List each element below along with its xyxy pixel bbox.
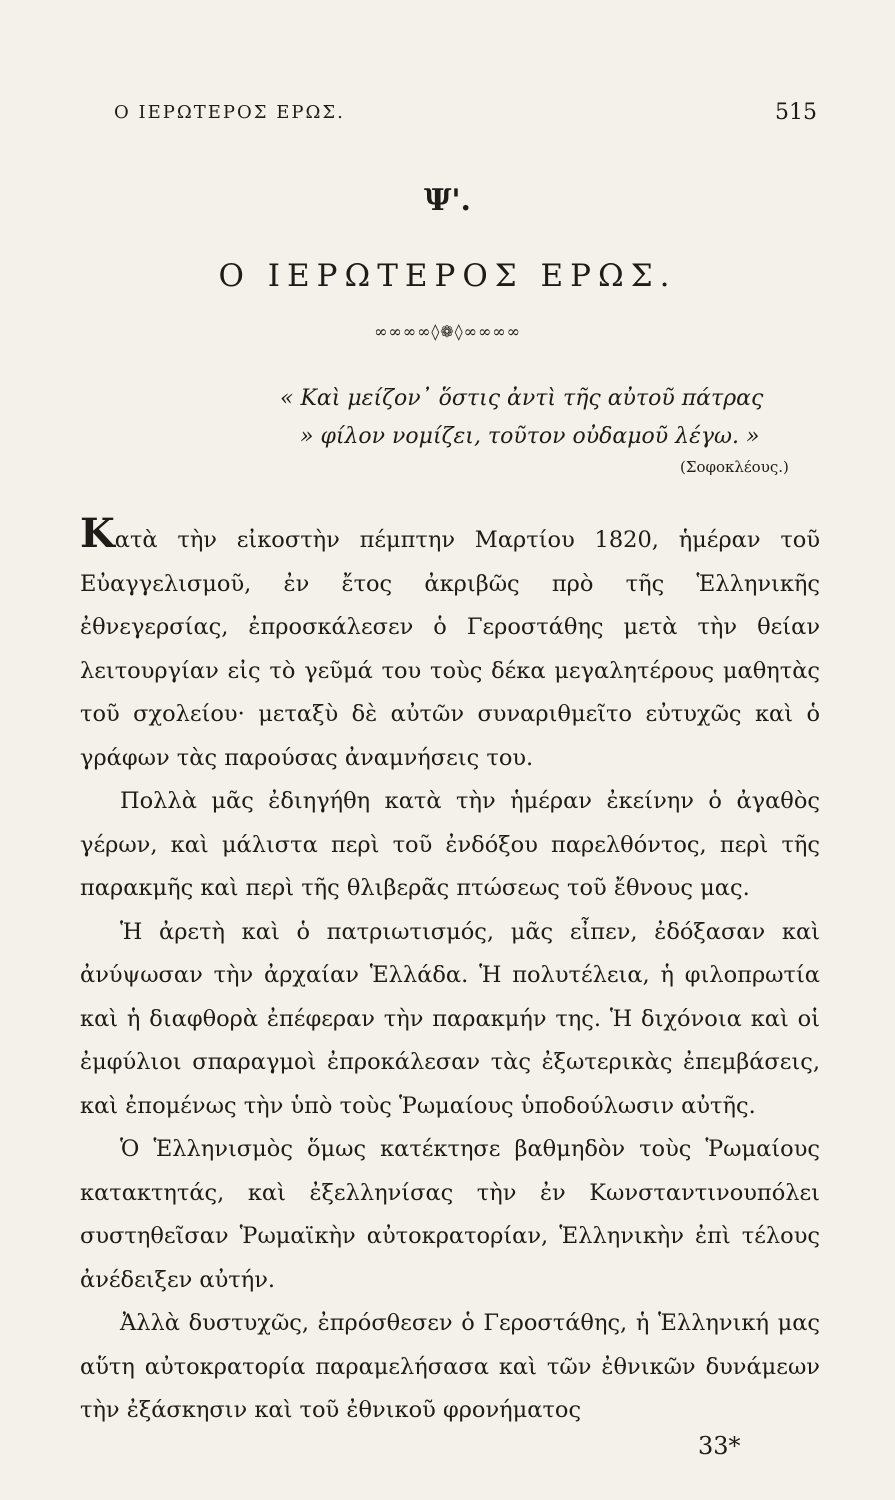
paragraph-2: Πολλὰ μᾶς ἐδιηγήθη κατὰ τὴν ἡμέραν ἐκείνην ὁ ἀγαθὸς γέρων, καὶ μάλιστα περὶ τοῦ ἐνδόξου παρελθόντος, περὶ τῆς παρακμῆς καὶ περὶ τῆς θλιβερᾶς πτώσεως τοῦ ἔθνους μας. <box>80 788 820 901</box>
section-letter: Ψ'. <box>423 183 472 218</box>
paragraph-1-text: ατὰ τὴν εἰκοστὴν πέμπτην Μαρτίου 1820, ἡμέραν τοῦ Εὐαγγελισμοῦ, ἐν ἔτος ἀκριβῶς πρὸ τῆς Ἑλληνικῆς ἐθνεγερσίας, ἐπροσκάλεσεν ὁ Γεροστάθης μετὰ τὴν θείαν λειτουργίαν εἰς τὸ γεῦμά του τοὺς δέκα μεγαλητέρους μαθητὰς τοῦ σχολείου· μεταξὺ δὲ αὐτῶν συναριθμεῖτο εὐτυχῶς καὶ ὁ γράφων τὰς παρούσας ἀναμνήσεις του. <box>80 527 820 771</box>
drop-initial: Κ <box>80 510 115 557</box>
ornament-divider: ∞∞∞∞◊❁◊∞∞∞∞ <box>374 322 521 341</box>
epigraph-line-1: « Καὶ μείζον᾽ ὅστις ἀντὶ τῆς αὐτοῦ πάτρας <box>280 386 764 411</box>
running-head <box>80 100 817 134</box>
page-number: 515 <box>775 100 817 125</box>
body-text <box>80 510 820 1433</box>
paragraph-4: Ὁ Ἑλληνισμὸς ὅμως κατέκτησε βαθμηδὸν τοὺς Ῥωμαίους κατακτητάς, καὶ ἐξελληνίσας τὴν ἐν Κωνσταντινουπόλει συστηθεῖσαν Ῥωμαϊκὴν αὐτοκρατορίαν, Ἑλληνικὴν ἐπὶ τέλους ἀνέδειξεν αὐτήν. <box>80 1136 820 1293</box>
epigraph-attribution: (Σοφοκλέους.) <box>680 458 789 476</box>
running-title: Ο ΙΕΡΩΤΕΡΟΣ ΕΡΩΣ. <box>114 102 345 123</box>
paragraph-3: Ἡ ἀρετὴ καὶ ὁ πατριωτισμός, μᾶς εἶπεν, ἐδόξασαν καὶ ἀνύψωσαν τὴν ἀρχαίαν Ἑλλάδα. Ἡ πολυτέλεια, ἡ φιλοπρωτία καὶ ἡ διαφθορὰ ἐπέφεραν τὴν παρακμήν της. Ἡ διχόνοια καὶ οἱ ἐμφύλιοι σπαραγμοὶ ἐπροκάλεσαν τὰς ἐξωτερικὰς ἐπεμβάσεις, καὶ ἐπομένως τὴν ὑπὸ τοὺς Ῥωμαίους ὑποδούλωσιν αὐτῆς. <box>80 918 820 1119</box>
signature-mark: 33* <box>698 1432 741 1460</box>
epigraph <box>280 380 840 456</box>
paragraph-1 <box>80 510 820 780</box>
chapter-title: Ο ΙΕΡΩΤΕΡΟΣ ΕΡΩΣ. <box>218 258 677 294</box>
paragraph-5: Ἀλλὰ δυστυχῶς, ἐπρόσθεσεν ὁ Γεροστάθης, ἡ Ἑλληνική μας αὕτη αὐτοκρατορία παραμελήσασα καὶ τῶν ἐθνικῶν δυνάμεων τὴν ἐξάσκησιν καὶ τοῦ ἐθνικοῦ φρονήματος <box>80 1310 820 1423</box>
epigraph-line-2: » φίλον νομίζει, τοῦτον οὐδαμοῦ λέγω. » <box>300 424 760 449</box>
